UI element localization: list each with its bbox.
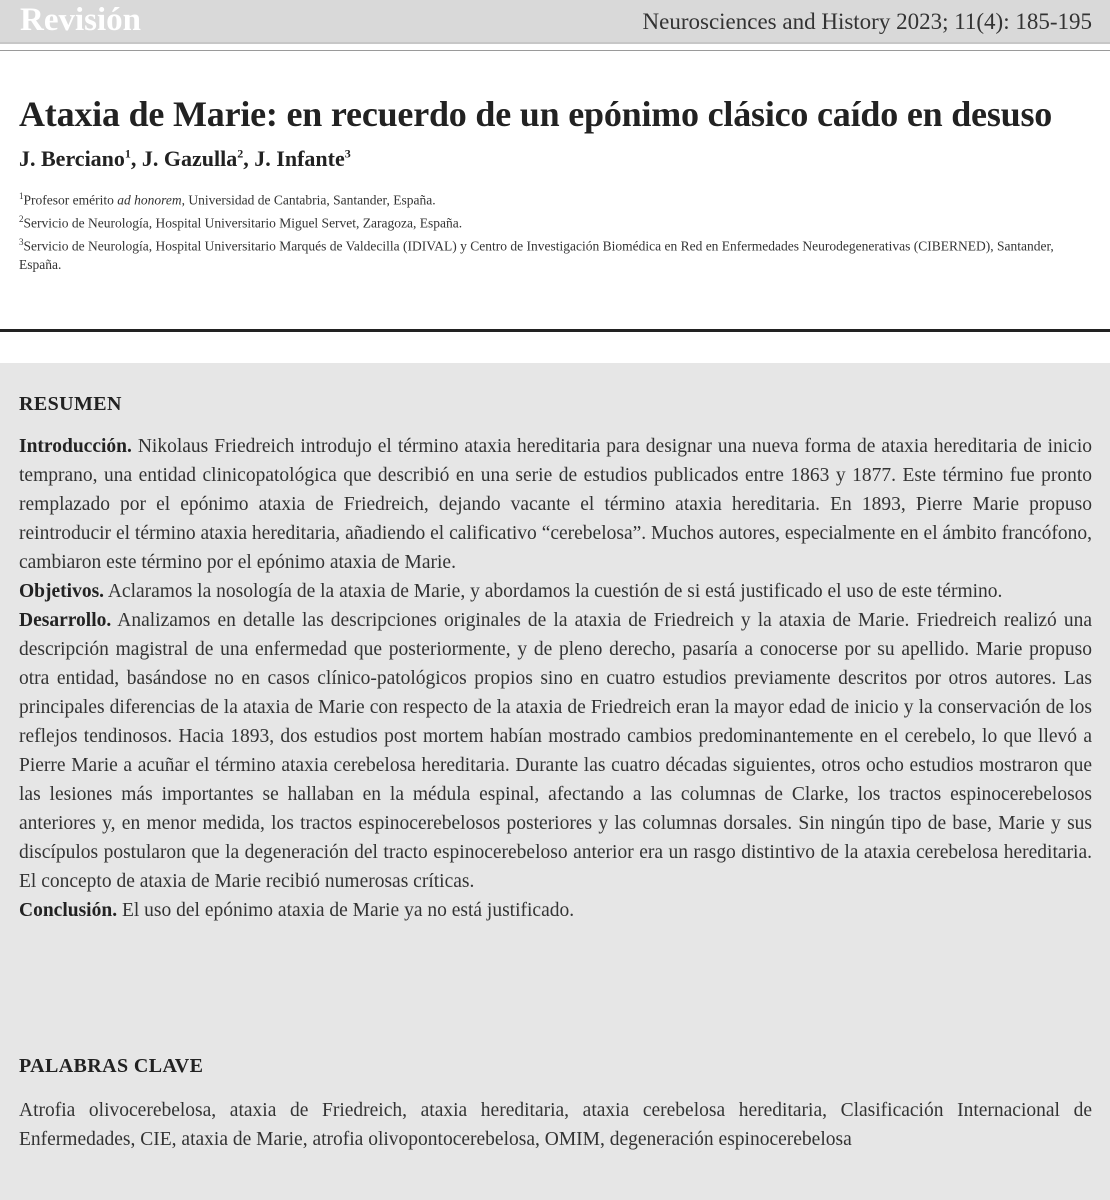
abstract-body — [19, 432, 1092, 925]
affiliation-number: 3 — [19, 237, 24, 247]
keywords-list: Atrofia olivocerebelosa, ataxia de Friedreich, ataxia hereditaria, ataxia cerebelosa hereditaria, Clasificación Internacional de Enfermedades, CIE, ataxia de Marie, atrofia olivopontocerebelosa, OMIM, degeneración espinocerebelosa — [19, 1100, 1092, 1150]
abstract-section-label: Conclusión. — [19, 900, 118, 921]
affiliation-text: Profesor emérito — [23, 192, 118, 208]
abstract-section-text: El uso del epónimo ataxia de Marie ya no está justificado. — [117, 900, 575, 921]
abstract-section-text: Analizamos en detalle las descripciones originales de la ataxia de Friedreich y la ataxia de Marie. Friedreich realizó una descripción magistral de una enfermedad que posteriormente, y de pleno derecho, pasaría a conocerse por su apellido. Marie propuso otra entidad, basándose no en casos clínico-patológicos propios sino en cuatro estudios previamente descritos por otros autores. Las principales diferencias de la ataxia de Marie con respecto de la ataxia de Friedreich eran la mayor edad de inicio y la conservación de los reflejos tendinosos. Hacia 1893, dos estudios post mortem habían mostrado cambios predominantemente en el cerebelo, lo que llevó a Pierre Marie a acuñar el término ataxia cerebelosa hereditaria. Durante las cuatro décadas siguientes, otros ocho estudios mostraron que las lesiones más importantes se hallaban en la médula espinal, afectando a las columnas de Clarke, los tractos espinocerebelosos anteriores y, en menor medida, los tractos espinocerebelosos posteriores y las columnas dorsales. Sin ningún tipo de base, Marie y sus discípulos postularon que la degeneración del tracto espinocerebeloso anterior era un rasgo distintivo de la ataxia cerebelosa hereditaria. El concepto de ataxia de Marie recibió numerosas críticas. — [19, 610, 1092, 892]
affiliation-2 — [19, 210, 1099, 233]
section-label: Revisión — [20, 2, 142, 38]
abstract-objectives — [19, 577, 1092, 606]
affiliation-italic-text: ad honorem — [117, 192, 182, 208]
journal-reference: Neurosciences and History 2023; 11(4): 185-195 — [642, 9, 1092, 34]
abstract-introduction — [19, 432, 1092, 577]
author-affiliation-marker: 2 — [237, 146, 244, 161]
affiliations — [19, 187, 1099, 275]
affiliation-number: 1 — [19, 191, 24, 201]
header-divider — [0, 50, 1110, 51]
keywords-heading: PALABRAS CLAVE — [19, 1055, 204, 1077]
abstract-box — [0, 363, 1110, 1200]
author-separator: , — [130, 146, 142, 171]
author-name: J. Gazulla — [141, 146, 238, 171]
affiliation-text: Servicio de Neurología, Hospital Universitario Miguel Servet, Zaragoza, España. — [23, 215, 463, 231]
abstract-conclusion — [19, 896, 1092, 925]
abstract-heading: RESUMEN — [19, 393, 122, 415]
journal-header-bar — [0, 0, 1110, 44]
abstract-section-label: Desarrollo. — [19, 610, 112, 631]
abstract-section-text: Aclaramos la nosología de la ataxia de Marie, y abordamos la cuestión de si está justificado el uso de este término. — [104, 581, 1003, 602]
affiliation-text: , Universidad de Cantabria, Santander, España. — [181, 192, 436, 208]
affiliation-1 — [19, 187, 1099, 210]
author-affiliation-marker: 3 — [344, 146, 351, 161]
affiliation-number: 2 — [19, 214, 24, 224]
affiliation-text: Servicio de Neurología, Hospital Universitario Marqués de Valdecilla (IDIVAL) y Centro de Investigación Biomédica en Red en Enfermedades Neurodegenerativas (CIBERNED), Santander, España. — [19, 238, 1054, 272]
author-name: J. Berciano — [19, 146, 125, 171]
author-list — [19, 146, 351, 172]
author-affiliation-marker: 1 — [124, 146, 131, 161]
affiliation-3 — [19, 233, 1099, 275]
abstract-section-label: Objetivos. — [19, 581, 105, 602]
abstract-section-text: Nikolaus Friedreich introdujo el término ataxia hereditaria para designar una nueva forma de ataxia hereditaria de inicio temprano, una entidad clinicopatológica que describió en una serie de estudios publicados entre 1863 y 1877. Este término fue pronto remplazado por el epónimo ataxia de Friedreich, dejando vacante el término ataxia hereditaria. En 1893, Pierre Marie propuso reintroducir el término ataxia hereditaria, añadiendo el calificativo “cerebelosa”. Muchos autores, especialmente en el ámbito francófono, cambiaron este término por el epónimo ataxia de Marie. — [19, 436, 1092, 573]
author-name: J. Infante — [254, 146, 345, 171]
author-separator: , — [243, 146, 255, 171]
title-block-rule — [0, 329, 1110, 332]
abstract-section-label: Introducción. — [19, 436, 132, 457]
article-title: Ataxia de Marie: en recuerdo de un epónimo clásico caído en desuso — [19, 94, 1053, 134]
abstract-development — [19, 606, 1092, 896]
